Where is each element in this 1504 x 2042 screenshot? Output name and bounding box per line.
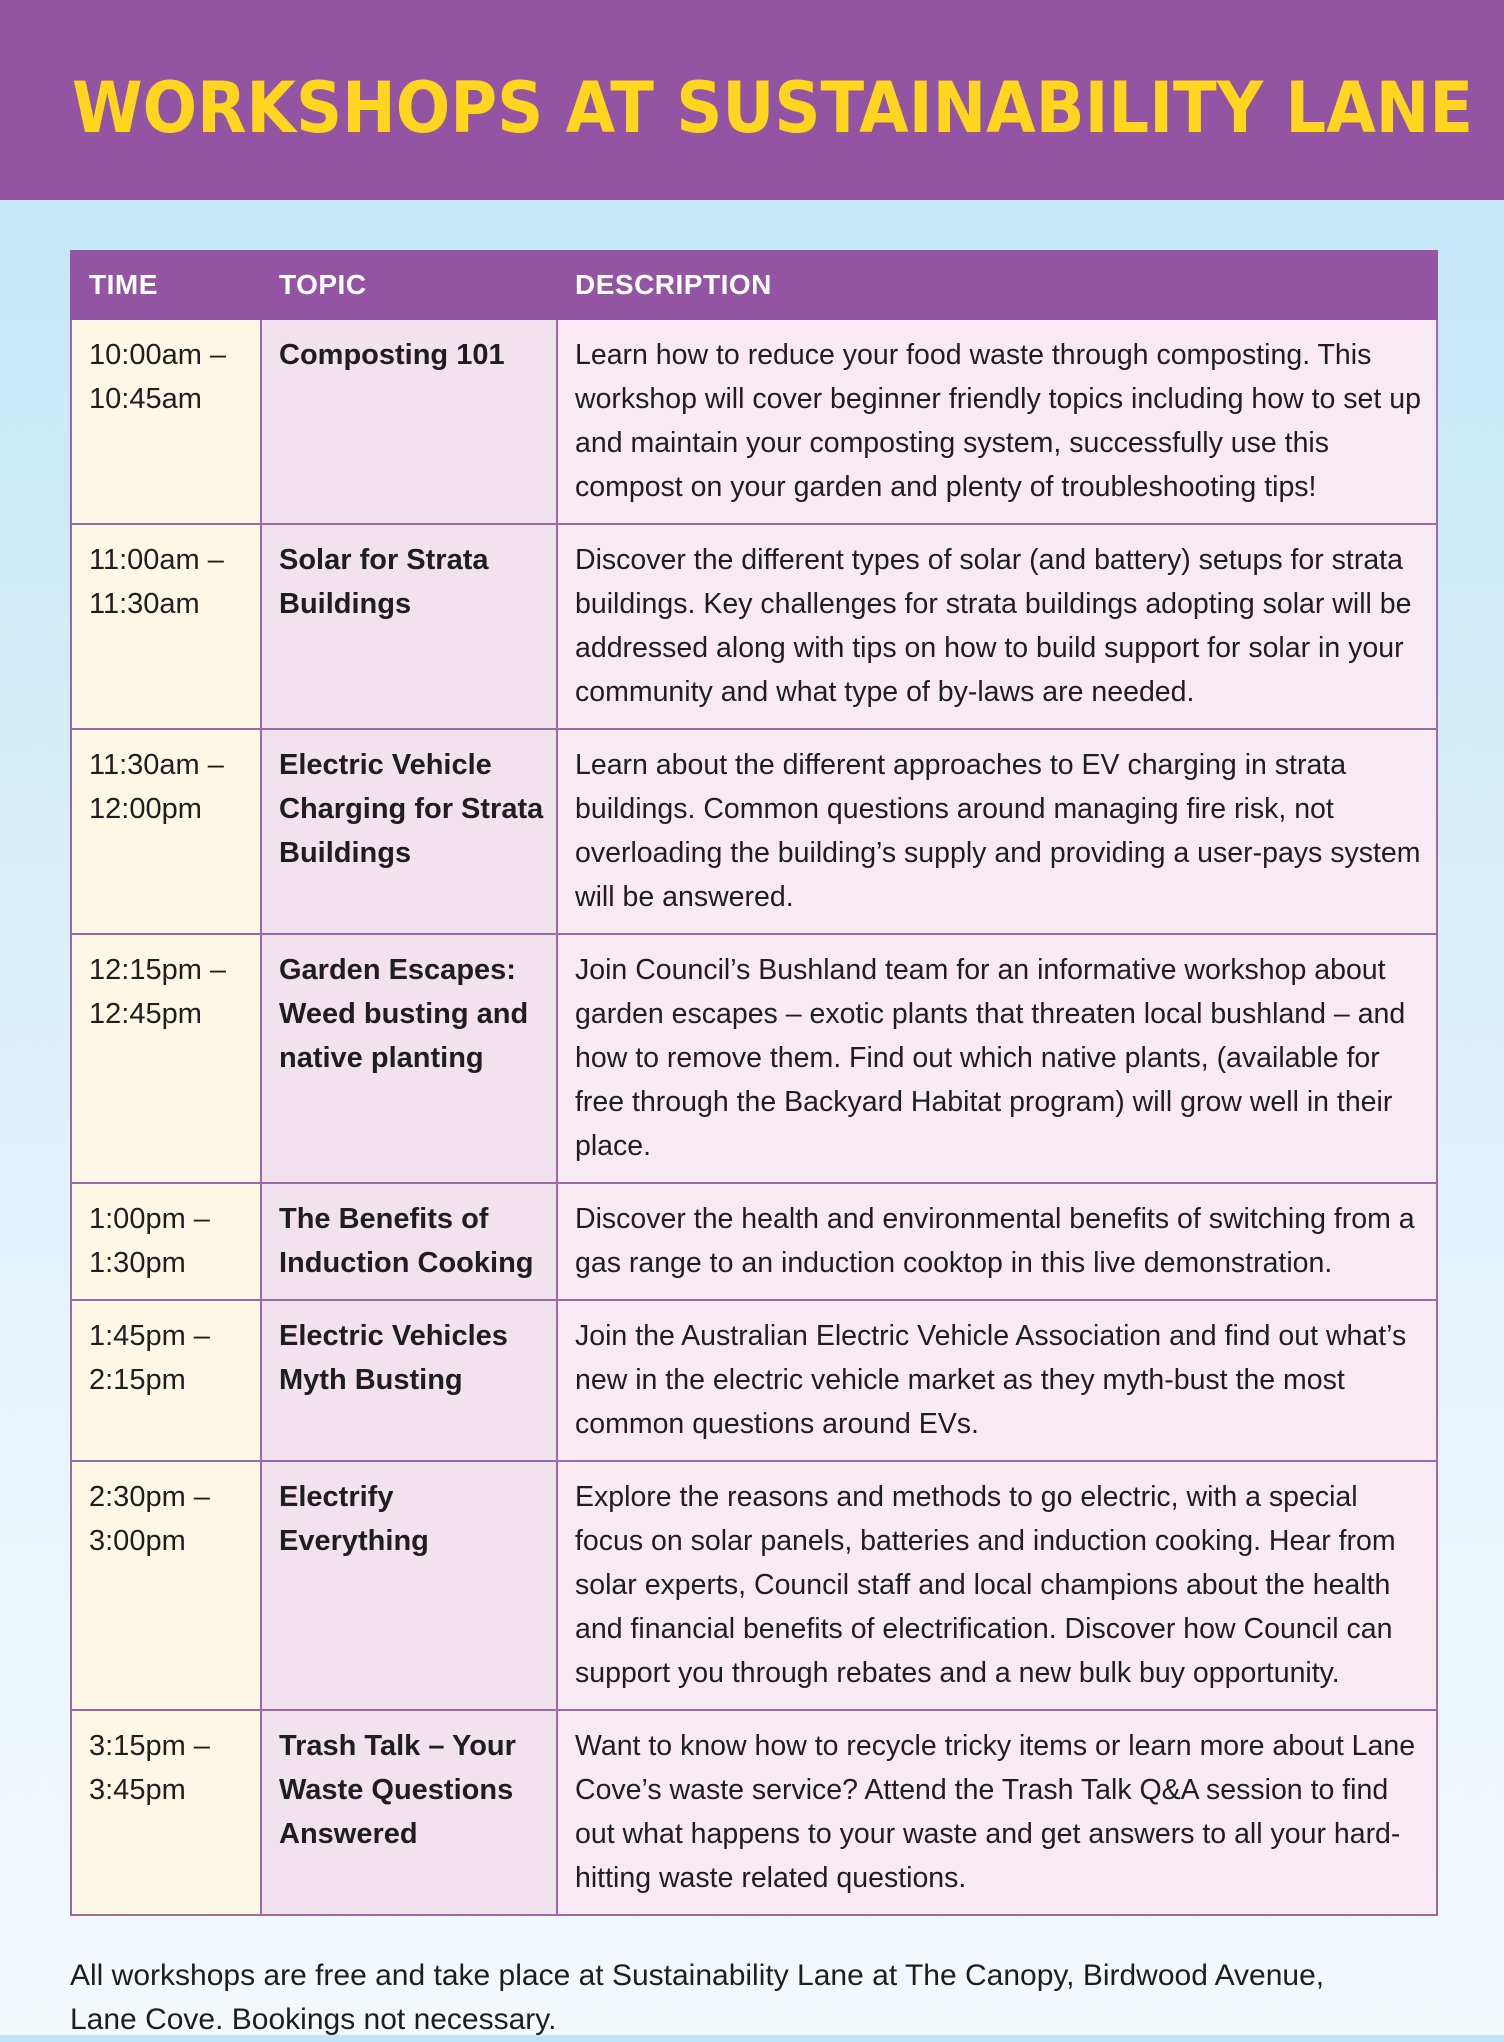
time-cell: 1:45pm – 2:15pm — [71, 1300, 261, 1461]
page-title: WORKSHOPS AT SUSTAINABILITY LANE — [72, 67, 1474, 149]
time-cell: 3:15pm – 3:45pm — [71, 1710, 261, 1915]
column-header-time: TIME — [71, 251, 261, 319]
table-row — [71, 1710, 1437, 1915]
table-row — [71, 729, 1437, 934]
description-cell: Explore the reasons and methods to go electric, with a special focus on solar panels, batteries and induction cooking. Hear from solar experts, Council staff and local champions about the health and financial benefits of electrification. Discover how Council can support you through rebates and a new bulk buy opportunity. — [557, 1461, 1437, 1710]
header-banner — [0, 0, 1504, 200]
description-cell: Discover the health and environmental benefits of switching from a gas range to an induction cooktop in this live demonstration. — [557, 1183, 1437, 1300]
time-cell: 11:30am – 12:00pm — [71, 729, 261, 934]
time-cell: 1:00pm – 1:30pm — [71, 1183, 261, 1300]
table-row — [71, 1461, 1437, 1710]
description-cell: Join the Australian Electric Vehicle Association and find out what’s new in the electric vehicle market as they myth-bust the most common questions around EVs. — [557, 1300, 1437, 1461]
topic-cell: Electric Vehicles Myth Busting — [261, 1300, 557, 1461]
footer-note: All workshops are free and take place at Sustainability Lane at The Canopy, Birdwood Avenue, Lane Cove. Bookings not necessary. — [70, 1959, 1325, 2036]
table-row — [71, 524, 1437, 729]
topic-cell: The Benefits of Induction Cooking — [261, 1183, 557, 1300]
description-cell: Discover the different types of solar (and battery) setups for strata buildings. Key challenges for strata buildings adopting solar will be addressed along with tips on how to build support for solar in your community and what type of by-laws are needed. — [557, 524, 1437, 729]
column-header-description: DESCRIPTION — [557, 251, 1437, 319]
description-cell: Join Council’s Bushland team for an informative workshop about garden escapes – exotic plants that threaten local bushland – and how to remove them. Find out which native plants, (available for free through the Backyard Habitat program) will grow well in their place. — [557, 934, 1437, 1183]
schedule-table — [70, 250, 1438, 1916]
time-cell: 11:00am – 11:30am — [71, 524, 261, 729]
time-cell: 10:00am – 10:45am — [71, 319, 261, 524]
table-row — [71, 1183, 1437, 1300]
time-cell: 12:15pm – 12:45pm — [71, 934, 261, 1183]
description-cell: Learn how to reduce your food waste through composting. This workshop will cover beginner friendly topics including how to set up and maintain your composting system, successfully use this compost on your garden and plenty of troubleshooting tips! — [557, 319, 1437, 524]
description-cell: Want to know how to recycle tricky items or learn more about Lane Cove’s waste service? Attend the Trash Talk Q&A session to find out what happens to your waste and get answers to all your hard-hitting waste related questions. — [557, 1710, 1437, 1915]
table-row — [71, 1300, 1437, 1461]
topic-cell: Trash Talk – Your Waste Questions Answered — [261, 1710, 557, 1915]
workshop-schedule — [70, 250, 1436, 1916]
table-header-row — [71, 251, 1437, 319]
table-row — [71, 319, 1437, 524]
topic-cell: Composting 101 — [261, 319, 557, 524]
description-cell: Learn about the different approaches to EV charging in strata buildings. Common questions around managing fire risk, not overloading the building’s supply and providing a user-pays system will be answered. — [557, 729, 1437, 934]
time-cell: 2:30pm – 3:00pm — [71, 1461, 261, 1710]
topic-cell: Electric Vehicle Charging for Strata Buildings — [261, 729, 557, 934]
column-header-topic: TOPIC — [261, 251, 557, 319]
topic-cell: Solar for Strata Buildings — [261, 524, 557, 729]
topic-cell: Garden Escapes: Weed busting and native planting — [261, 934, 557, 1183]
table-row — [71, 934, 1437, 1183]
topic-cell: Electrify Everything — [261, 1461, 557, 1710]
